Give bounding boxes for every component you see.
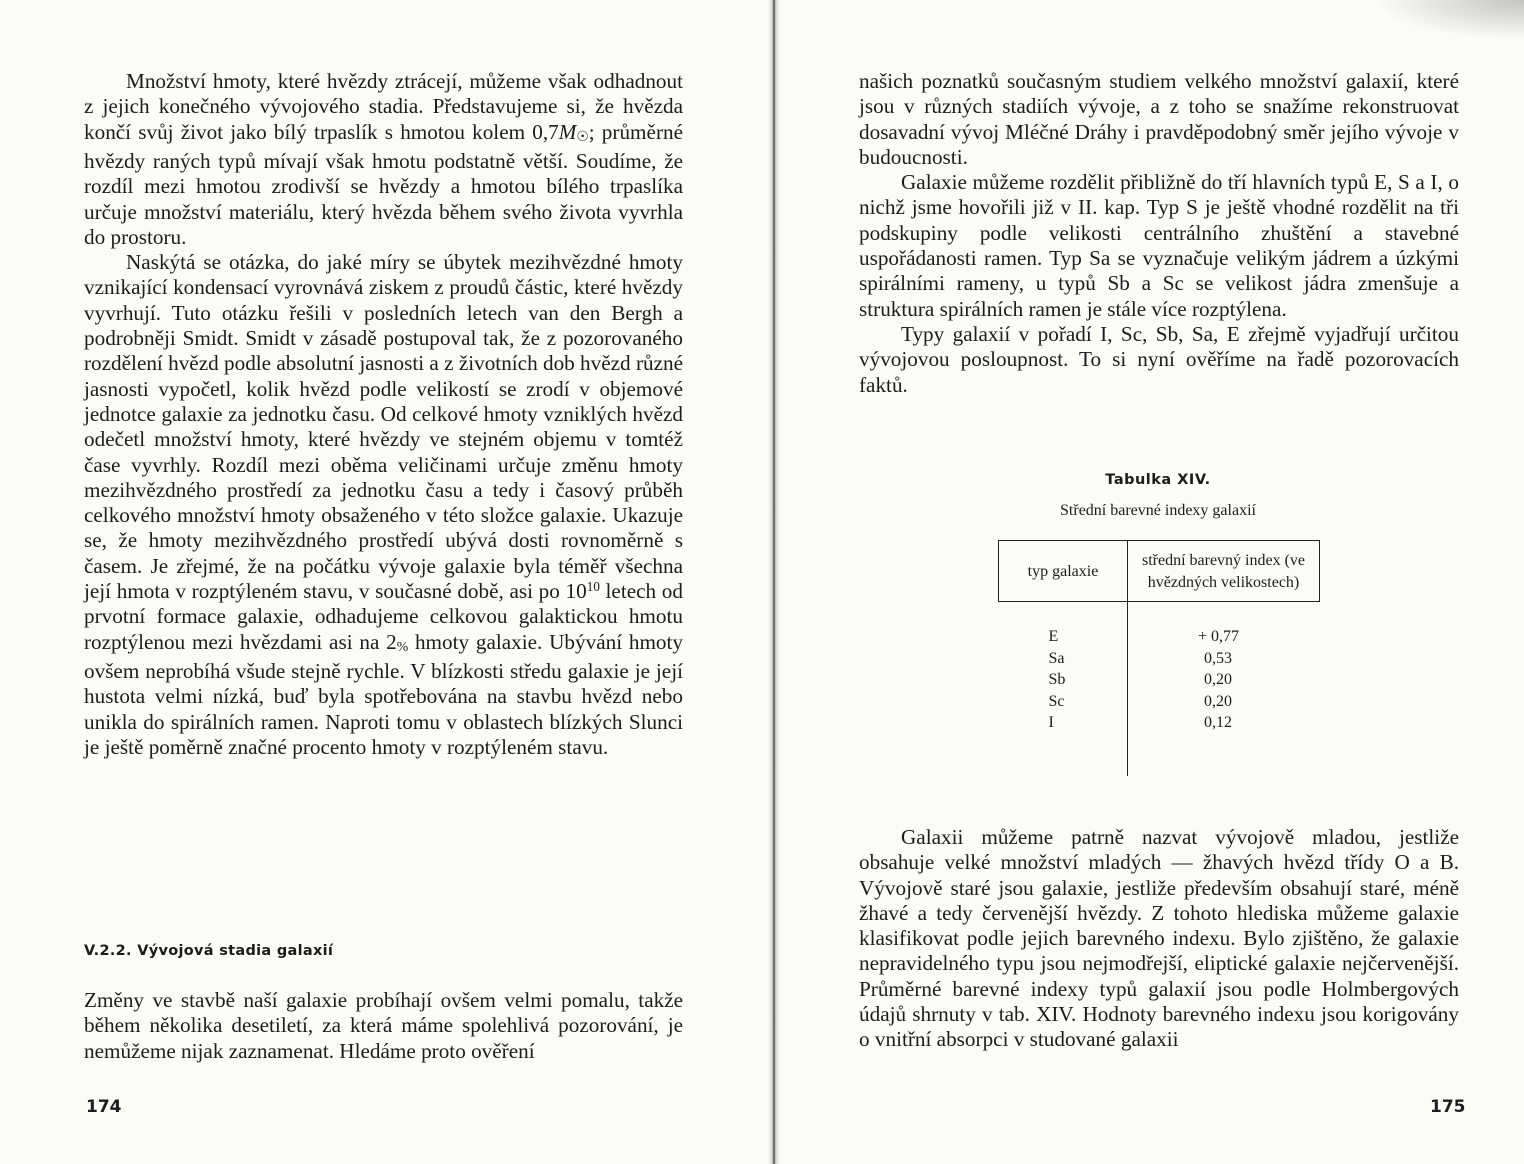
right-body-text-top <box>859 69 1459 398</box>
table-cell-value: 0,20 <box>1128 669 1320 691</box>
table-cell-value: + 0,77 <box>1128 602 1320 648</box>
left-paragraph-2 <box>84 250 683 760</box>
table-subtitle: Střední barevné indexy galaxií <box>1060 502 1256 519</box>
left-paragraph-2-text-c: hmoty galaxie. Ubývání hmoty ovšem neprobíhá všude stejně rychle. V blízkosti středu galaxie je její hustota velmi nízká, buď byla spotřebována na stavbu hvězd nebo unikla do spirálních ramen. Naproti tomu v oblastech blízkých Slunci je ještě poměrně značné procento hmoty v rozptýleném stavu. <box>84 629 683 759</box>
section-heading: V.2.2. Vývojová stadia galaxií <box>84 943 334 959</box>
page-number-right: 175 <box>1430 1097 1466 1117</box>
table-row <box>999 648 1320 670</box>
left-paragraph-3: Změny ve stavbě naší galaxie probíhají ovšem velmi pomalu, takže během několika desetiletí, za která máme spolehlivá pozorování, je nemůžeme nijak zaznamenat. Hledáme proto ověření <box>84 988 683 1063</box>
right-paragraph-3: Typy galaxií v pořadí I, Sc, Sb, Sa, E zřejmě vyjadřují určitou vývojovou posloupnost. To si nyní ověříme na řadě pozorovacích faktů. <box>859 321 1459 397</box>
table-header-row <box>999 541 1320 602</box>
left-body-text-bottom <box>84 988 683 1064</box>
table-cell-value: 0,12 <box>1128 712 1320 776</box>
left-body-text-top <box>84 69 683 760</box>
table-row <box>999 669 1320 691</box>
right-body-text-bottom <box>859 825 1459 1053</box>
table-header-index: střední barevný index (ve hvězdných velikostech) <box>1128 541 1320 602</box>
table-cell-type: Sa <box>1048 649 1065 667</box>
left-paragraph-1-text: Množství hmoty, které hvězdy ztrácejí, můžeme však odhadnout z jejich konečného vývojového stadia. Představujeme si, že hvězda končí svůj život jako bílý trpaslík s hmotou kolem 0,7 <box>84 69 683 144</box>
solar-mass-symbol: M <box>558 119 577 144</box>
left-paragraph-2-text-b: letech od prvotní formace galaxie, odhadujeme celkovou galaktickou hmotu rozptýlenou mezi hvězdami asi na 2 <box>84 579 683 654</box>
left-paragraph-1 <box>84 69 683 250</box>
right-page <box>778 0 1524 1164</box>
table-cell-value: 0,20 <box>1128 691 1320 713</box>
table-cell-type: Sb <box>1048 671 1066 688</box>
table-cell-type: Sc <box>1048 692 1065 710</box>
table-header-type: typ galaxie <box>999 541 1128 602</box>
left-paragraph-1-rest: ; průměrné hvězdy raných typů mívají však hmotu podstatně větší. Soudíme, že rozdíl mezi hmotou zrodivší se hvězdy a hmotou bílého trpaslíka určuje množství materiálu, který hvězda během svého života vyvrhla do prostoru. <box>84 119 683 249</box>
table-cell-type: E <box>1048 628 1059 645</box>
right-paragraph-4: Galaxii můžeme patrně nazvat vývojově mladou, jestliže obsahuje velké množství mladých — žhavých hvězd třídy O a B. Vývojově staré jsou galaxie, jestliže především obsahují staré, méně žhavé a tedy červenější hvězdy. Z tohoto hlediska můžeme galaxie klasifikovat podle jejich barevného indexu. Bylo zjištěno, že galaxie nepravidelného typu jsou nejmodřejší, eliptické galaxie nejčervenější. Průměrné barevné indexy typů galaxií jsou podle Holmbergových údajů shrnuty v tab. XIV. Hodnoty barevného indexu jsou korigovány o vnitřní absorpci v studované galaxii <box>859 825 1459 1052</box>
percent-sign: % <box>396 638 409 654</box>
left-paragraph-2-text-a: Naskýtá se otázka, do jaké míry se úbytek mezihvězdné hmoty vznikající kondensací vyrovnává ziskem z proudů částic, které hvězdy vyvrhují. Tuto otázku řešili v posledních letech van den Bergh a podrobněji Smidt. Smidt v zásadě postupoval tak, že z pozorovaného rozdělení hvězd podle absolutní jasnosti a z životních dob hvězd různé jasnosti vypočetl, kolik hvězd podle velikostí se zrodí v objemové jednotce galaxie za jednotku času. Od celkové hmoty vzniklých hvězd odečetl množství hmoty, které hvězdy ve stejném objemu v tomtéž čase vyvrhly. Rozdíl mezi oběma veličinami určuje změnu hmoty mezihvězdného prostředí za jednotku času a tedy i časový průběh celkového množství hmoty obsaženého v této složce galaxie. Ukazuje se, že hmoty mezihvězdného prostředí ubývá dosti rovnoměrně s časem. Je zřejmé, že na počátku vývoje galaxie byla téměř všechna její hmota v rozptýleném stavu, v současné době, asi po 10 <box>84 250 683 603</box>
exponent-superscript: 10 <box>586 578 600 594</box>
right-paragraph-1: našich poznatků současným studiem velkého množství galaxií, které jsou v různých stadiích vývoje, a z toho se snažíme rekonstruovat dosavadní vývoj Mléčné Dráhy i pravděpodobný směr jejího vývoje v budoucnosti. <box>859 69 1459 169</box>
table-row <box>999 602 1320 648</box>
page-number-left: 174 <box>86 1097 122 1117</box>
right-paragraph-2: Galaxie můžeme rozdělit přibližně do tří hlavních typů E, S a I, o nichž jsme hovořili již v II. kap. Typ S je ještě vhodné rozdělit na tři podskupiny podle velikosti centrálního zhuštění a stavebné uspořádanosti ramen. Typ Sa se vyznačuje velikým jádrem a úzkými spirálními rameny, u typů Sb a Sc se velikost jádra zmenšuje a struktura spirálních ramen je stále více rozptýlena. <box>859 170 1459 321</box>
color-index-table <box>998 540 1320 776</box>
sun-symbol-subscript: ☉ <box>576 128 589 144</box>
table-row <box>999 691 1320 713</box>
table-cell-value: 0,53 <box>1128 648 1320 670</box>
table-cell-type: I <box>1048 714 1054 731</box>
table-title: Tabulka XIV. <box>1105 472 1211 488</box>
table-row <box>999 712 1320 776</box>
